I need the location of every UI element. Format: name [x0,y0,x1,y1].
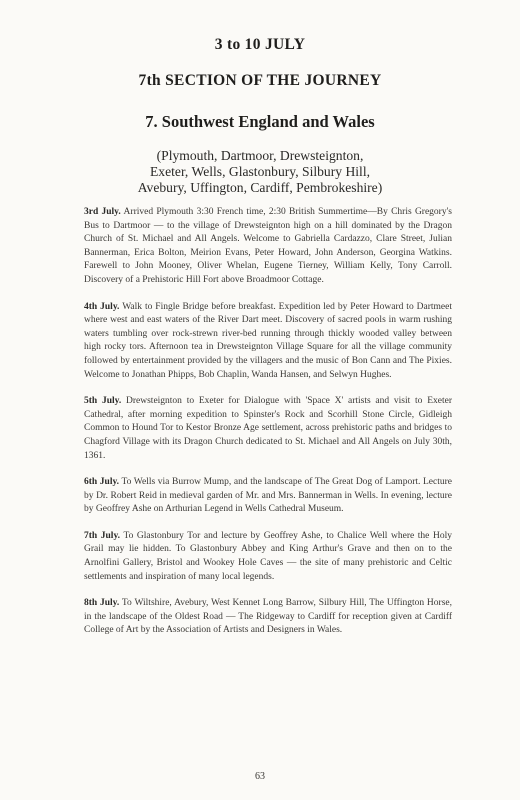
entry-text: To Wiltshire, Avebury, West Kennet Long Barrow, Silbury Hill, The Uffington Horse, in the landscape of the Oldest Road — The Ridgeway to Cardiff for reception given at Cardiff College of Art by the Association of Artists and Designers in Wales. [84,598,452,636]
section-heading: 7th SECTION OF THE JOURNEY [138,72,382,89]
date-range-heading: 3 to 10 JULY [214,36,306,53]
region-heading: 7. Southwest England and Wales [145,112,375,131]
journal-entry [84,301,452,383]
entry-text: Walk to Fingle Bridge before breakfast. Expedition led by Peter Howard to Dartmeet where west and east waters of the River Dart meet. Discovery of sacred pools in warm rushing waters tumbling over rock-strewn river-bed running through thickly wooded valley between high rocky tors. Afternoon tea in Drewsteignton Village Square for all the village community followed by entertainment provided by the villagers and the music of Bon Cann and The Pixies. Welcome to Jonathan Phipps, Bob Chaplin, Wanda Hansen, and Selwyn Hughes. [84,301,452,380]
entry-text: To Wells via Burrow Mump, and the landscape of The Great Dog of Lamport. Lecture by Dr. Robert Reid in medieval garden of Mr. and Mrs. Bannerman in Wells. In evening, lecture by Geoffrey Ashe on Arthurian Legend in Wells Cathedral Museum. [84,477,452,515]
places-list [0,148,520,196]
journal-entries [84,206,452,638]
journal-entry [84,206,452,288]
entry-text: Drewsteignton to Exeter for Dialogue with 'Space X' artists and visit to Exeter Cathedral, after morning expedition to Spinster's Rock and Scorhill Stone Circle, Gidleigh Common to Hound Tor to Kestor Bronze Age settlement, across prehistoric paths and bridges to Chagford Village with its Dragon Church dedicated to St. Michael and All Angels on July 30th, 1361. [84,396,452,461]
journal-entry [84,597,452,638]
entry-text: To Glastonbury Tor and lecture by Geoffrey Ashe, to Chalice Well where the Holy Grail may lie hidden. To Glastonbury Abbey and King Arthur's Grave and then on to the Arnolfini Gallery, Bristol and Wookey Hole Caves — the site of many prehistoric and Celtic settlements and inspiration of many local legends. [84,530,452,582]
entry-text: Arrived Plymouth 3:30 French time, 2:30 British Summertime—By Chris Gregory's Bus to Dartmoor — to the village of Drewsteignton high on a hill dominated by the Dragon Church of St. Michael and All Angels. Welcome to Gabriella Cardazzo, Clare Street, Julian Bannerman, Erica Bolton, Meirion Evans, Peter Howard, John Anderson, Georgina Watkins. Farewell to John Mooney, Oliver Whelan, Eugene Tierney, William Kelly, Tony Carroll. Discovery of a Prehistoric Hill Fort above Broadmoor Cottage. [84,207,453,285]
entry-day: 8th July. [84,598,120,609]
page-number: 63 [255,771,265,782]
places-line: Avebury, Uffington, Cardiff, Pembrokeshire) [137,180,383,195]
places-line: Exeter, Wells, Glastonbury, Silbury Hill, [150,164,370,179]
entry-day: 7th July. [84,530,121,541]
journal-entry [84,395,452,463]
entry-day: 6th July. [84,477,120,488]
entry-day: 4th July. [84,301,120,312]
journal-entry [84,476,452,517]
entry-day: 5th July. [84,396,122,407]
places-line: (Plymouth, Dartmoor, Drewsteignton, [156,148,364,163]
journal-entry [84,530,452,584]
entry-day: 3rd July. [84,207,121,217]
